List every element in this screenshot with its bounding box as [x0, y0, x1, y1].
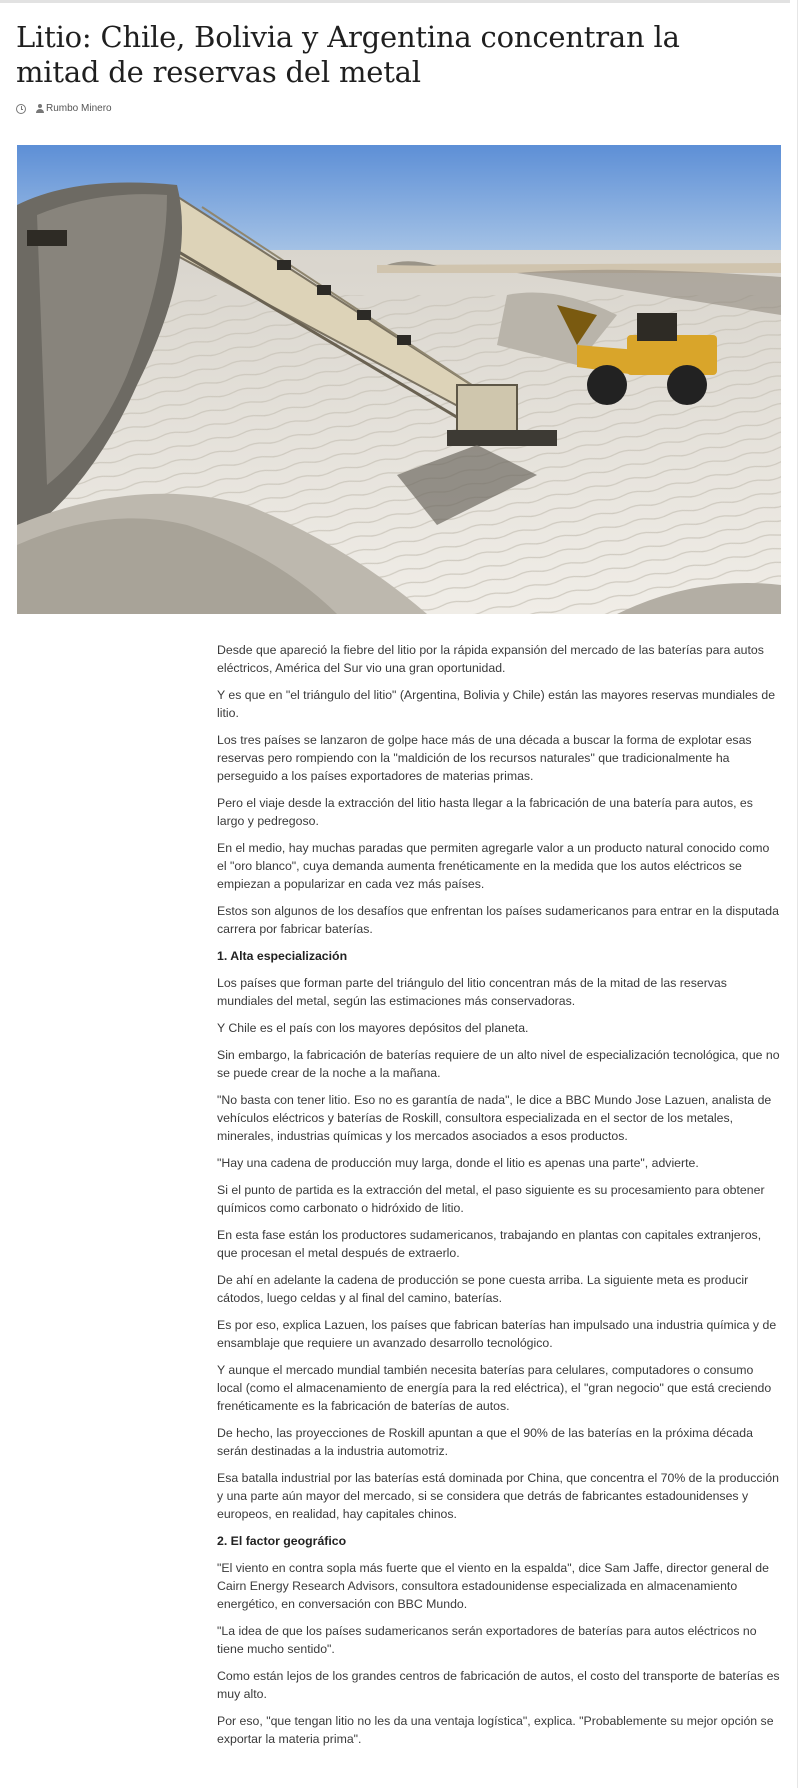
- section-heading: 1. Alta especialización: [217, 949, 348, 963]
- article-paragraph: Sin embargo, la fabricación de baterías requiere de un alto nivel de especialización tecnológica, que no se puede crear de la noche a la mañana.: [217, 1048, 780, 1080]
- article-paragraph: Como están lejos de los grandes centros de fabricación de autos, el costo del transporte de baterías es muy alto.: [217, 1669, 780, 1701]
- article-paragraph: En esta fase están los productores sudamericanos, trabajando en plantas con capitales extranjeros, que procesan el metal después de extraerlo.: [217, 1228, 762, 1260]
- article-paragraph: Pero el viaje desde la extracción del litio hasta llegar a la fabricación de una batería para autos, es largo y pedregoso.: [217, 796, 753, 828]
- article-paragraph: Y aunque el mercado mundial también necesita baterías para celulares, computadores o consumo local (como el almacenamiento de energía para la red eléctrica), el "gran negocio" que está creciendo frenéticamente es la fabricación de baterías de autos.: [217, 1363, 772, 1413]
- article-paragraph: En el medio, hay muchas paradas que permiten agregarle valor a un producto natural conocido como el "oro blanco", cuya demanda aumenta frenéticamente en la medida que los autos eléctricos se empiezan a popularizar en cada vez más países.: [217, 841, 770, 891]
- top-border: [0, 0, 790, 3]
- article-paragraph: Esa batalla industrial por las baterías está dominada por China, que concentra el 70% de la producción y una parte aún mayor del mercado, si se considera que detrás de fabricantes estadounidenses y europeos, en realidad, hay capitales chinos.: [217, 1471, 779, 1521]
- article-paragraph: "El viento en contra sopla más fuerte que el viento en la espalda", dice Sam Jaffe, director general de Cairn Energy Research Advisors, consultora estadounidense especializada en almacenamiento energético, en conversación con BBC Mundo.: [217, 1561, 769, 1611]
- article-paragraph: Desde que apareció la fiebre del litio por la rápida expansión del mercado de las baterías para autos eléctricos, América del Sur vio una gran oportunidad.: [217, 643, 764, 675]
- article-paragraph: Estos son algunos de los desafíos que enfrentan los países sudamericanos para entrar en la disputada carrera por fabricar baterías.: [217, 904, 779, 936]
- section-heading: 2. El factor geográfico: [217, 1534, 347, 1548]
- article-paragraph: Si el punto de partida es la extracción del metal, el paso siguiente es su procesamiento para obtener químicos como carbonato o hidróxido de litio.: [217, 1183, 765, 1215]
- article-paragraph: Los países que forman parte del triángulo del litio concentran más de la mitad de las reservas mundiales del metal, según las estimaciones más conservadoras.: [217, 976, 727, 1008]
- article-paragraph: "Hay una cadena de producción muy larga, donde el litio es apenas una parte", advierte.: [217, 1156, 699, 1170]
- article-paragraph: Es por eso, explica Lazuen, los países que fabrican baterías han impulsado una industria química y de ensamblaje que requiere un avanzado desarrollo tecnológico.: [217, 1318, 777, 1350]
- article-paragraph: De ahí en adelante la cadena de producción se pone cuesta arriba. La siguiente meta es producir cátodos, luego celdas y al final del camino, baterías.: [217, 1273, 749, 1305]
- article-paragraph: "No basta con tener litio. Eso no es garantía de nada", le dice a BBC Mundo Jose Lazuen, analista de vehículos eléctricos y baterías de Roskill, consultora especializada en el sector de los metales, minerales, industrias químicas y los mercados asociados a esos productos.: [217, 1093, 772, 1143]
- article-paragraph: "La idea de que los países sudamericanos serán exportadores de baterías para autos eléctricos no tiene mucho sentido".: [217, 1624, 757, 1656]
- article-paragraph: Por eso, "que tengan litio no les da una ventaja logística", explica. "Probablemente su mejor opción se exportar la materia prima".: [217, 1714, 774, 1746]
- article-paragraph: Y es que en "el triángulo del litio" (Argentina, Bolivia y Chile) están las mayores reservas mundiales de litio.: [217, 688, 776, 720]
- article-paragraph: Los tres países se lanzaron de golpe hace más de una década a buscar la forma de explotar esas reservas pero rompiendo con la "maldición de los recursos naturales" que tradicionalmente ha perseguido a los países exportadores de materias primas.: [217, 733, 752, 783]
- article-paragraph: Y Chile es el país con los mayores depósitos del planeta.: [217, 1021, 529, 1035]
- right-border: [797, 0, 798, 1788]
- article-body: [217, 641, 782, 1757]
- article-paragraph: De hecho, las proyecciones de Roskill apuntan a que el 90% de las baterías en la próxima década serán destinadas a la industria automotriz.: [217, 1426, 753, 1458]
- author-link[interactable]: Rumbo Minero: [46, 103, 112, 114]
- article-meta: [16, 103, 112, 114]
- hero-image: [17, 145, 781, 614]
- clock-icon: [16, 104, 26, 114]
- article-title: Litio: Chile, Bolivia y Argentina concentran la mitad de reservas del metal: [16, 20, 680, 89]
- user-icon: [36, 104, 44, 113]
